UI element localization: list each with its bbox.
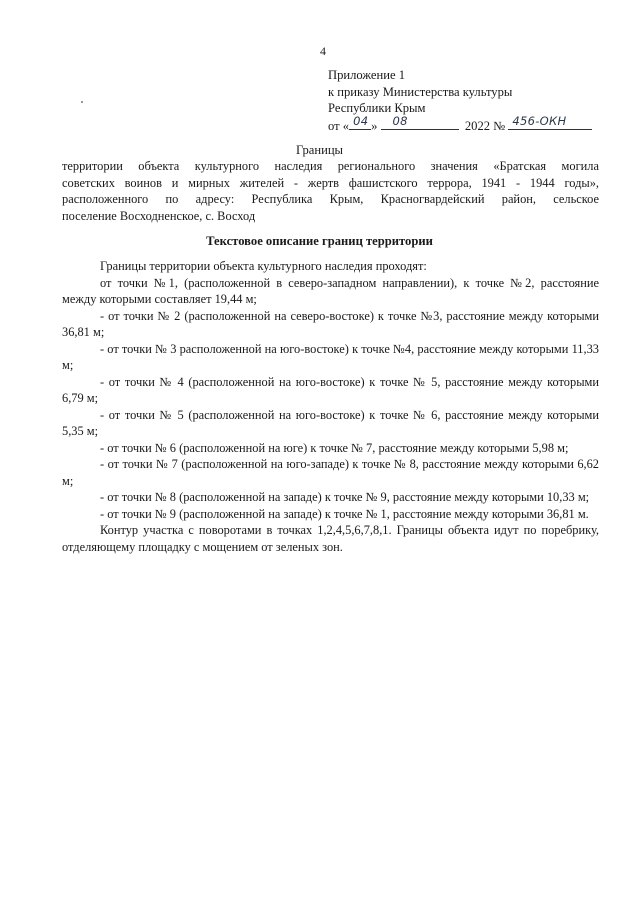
title-line-2: советских воинов и мирных жителей - жертв фашистского террора, 1941 - 1944 годы»,: [62, 175, 599, 190]
object-title: [62, 158, 599, 224]
date-prefix: от «: [328, 118, 350, 133]
paragraph-point-3: - от точки № 3 расположенной на юго-востоке) к точке №4, расстояние между которыми 11,33 м;: [62, 341, 599, 372]
approval-block: [328, 67, 618, 134]
paragraph-contour: Контур участка с поворотами в точках 1,2,4,5,6,7,8,1. Границы объекта идут по поребрику, отделяющему площадку с мощением от зеленых зон.: [62, 523, 599, 554]
paragraph-point-7: - от точки № 7 (расположенной на юго-западе) к точке № 8, расстояние между которыми 6,62 м;: [62, 457, 599, 488]
paragraph-point-1: от точки №1, (расположенной в северо-западном направлении), к точке №2, расстояние между которыми составляет 19,44 м;: [62, 275, 599, 306]
approval-date-line: [328, 114, 618, 135]
section-title: Текстовое описание границ территории: [206, 234, 433, 248]
order-number-field: [508, 114, 592, 130]
paragraph-intro: Границы территории объекта культурного наследия проходят:: [100, 259, 427, 273]
page-number: 4: [320, 44, 326, 58]
date-month-handwritten: 08: [392, 114, 408, 128]
date-day-field: [349, 114, 371, 130]
boundary-description: [62, 258, 599, 555]
date-day-handwritten: 04: [353, 114, 369, 128]
approval-line-2: к приказу Министерства культуры: [328, 84, 513, 99]
date-year: 2022 №: [464, 118, 506, 133]
paragraph-point-5: - от точки № 5 (расположенной на юго-востоке) к точке № 6, расстояние между которыми 5,35 м;: [62, 407, 599, 438]
date-month-field: [381, 114, 459, 130]
title-line-1: территории объекта культурного наследия регионального значения «Братская могила: [62, 159, 599, 173]
paragraph-point-9: - от точки № 9 (расположенной на западе) к точке № 1, расстояние между которыми 36,81 м.: [100, 506, 589, 521]
paragraph-point-2: - от точки № 2 (расположенной на северо-востоке) к точке №3, расстояние между которыми 36,81 м;: [62, 308, 599, 339]
paragraph-point-6: - от точки № 6 (расположенной на юге) к точке № 7, расстояние между которыми 5,98 м;: [100, 440, 569, 455]
date-mid: »: [371, 118, 378, 133]
title-line-3: расположенного по адресу: Республика Крым, Красногвардейский район, сельское: [62, 192, 599, 206]
paragraph-point-8: - от точки № 8 (расположенной на западе) к точке № 9, расстояние между которыми 10,33 м;: [100, 490, 590, 504]
title-line-4: поселение Восходненское, с. Восход: [62, 208, 256, 223]
paragraph-point-4: - от точки № 4 (расположенной на юго-востоке) к точке № 5, расстояние между которыми 6,79 м;: [62, 374, 599, 405]
approval-line-1: Приложение 1: [328, 68, 406, 82]
document-heading: Границы: [295, 143, 344, 157]
scan-speck: [81, 101, 83, 103]
approval-line-3: Республики Крым: [328, 101, 426, 115]
order-number-handwritten: 456-ОКН: [512, 114, 567, 128]
